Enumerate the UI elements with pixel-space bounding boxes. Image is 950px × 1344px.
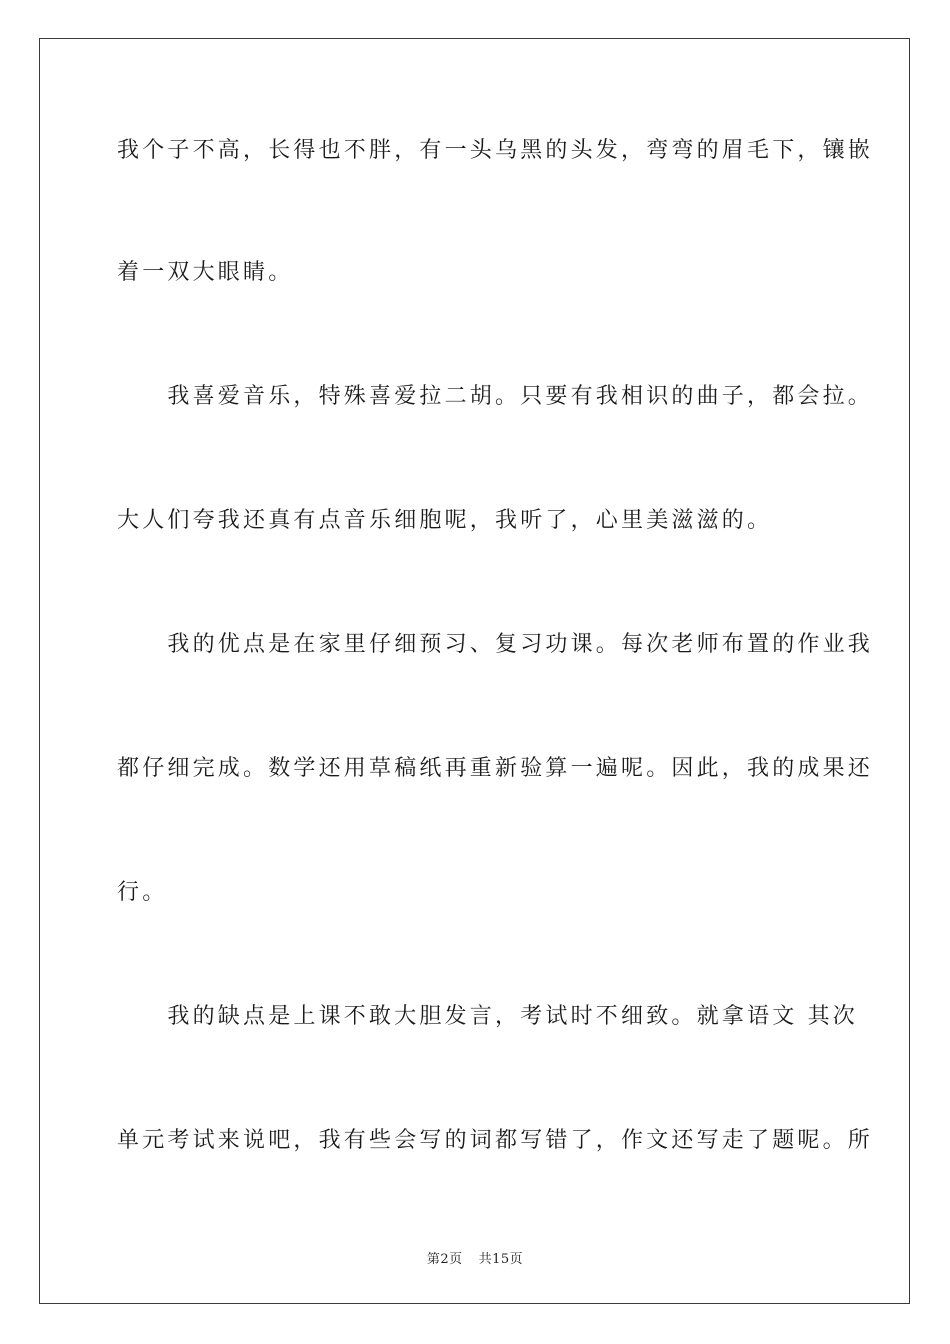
text-line: 大人们夸我还真有点音乐细胞呢，我听了，心里美滋滋的。 bbox=[117, 508, 773, 533]
page-border bbox=[39, 38, 910, 1304]
page-footer bbox=[0, 1248, 950, 1267]
text-line: 单元考试来说吧，我有些会写的词都写错了，作文还写走了题呢。所 bbox=[117, 1128, 874, 1153]
text-line: 着一双大眼睛。 bbox=[117, 260, 294, 285]
text-line: 我的优点是在家里仔细预习、复习功课。每次老师布置的作业我 bbox=[117, 632, 874, 657]
text-line: 我个子不高，长得也不胖，有一头乌黑的头发，弯弯的眉毛下，镶嵌 bbox=[117, 138, 874, 163]
page-total: 共15页 bbox=[478, 1252, 524, 1267]
text-line: 行。 bbox=[117, 880, 168, 905]
text-line: 我喜爱音乐，特殊喜爱拉二胡。只要有我相识的曲子，都会拉。 bbox=[117, 384, 874, 409]
text-line: 我的缺点是上课不敢大胆发言，考试时不细致。就拿语文 其次 bbox=[117, 1004, 858, 1029]
page-number: 第2页 bbox=[426, 1252, 463, 1267]
text-line: 都仔细完成。数学还用草稿纸再重新验算一遍呢。因此，我的成果还 bbox=[117, 756, 874, 781]
